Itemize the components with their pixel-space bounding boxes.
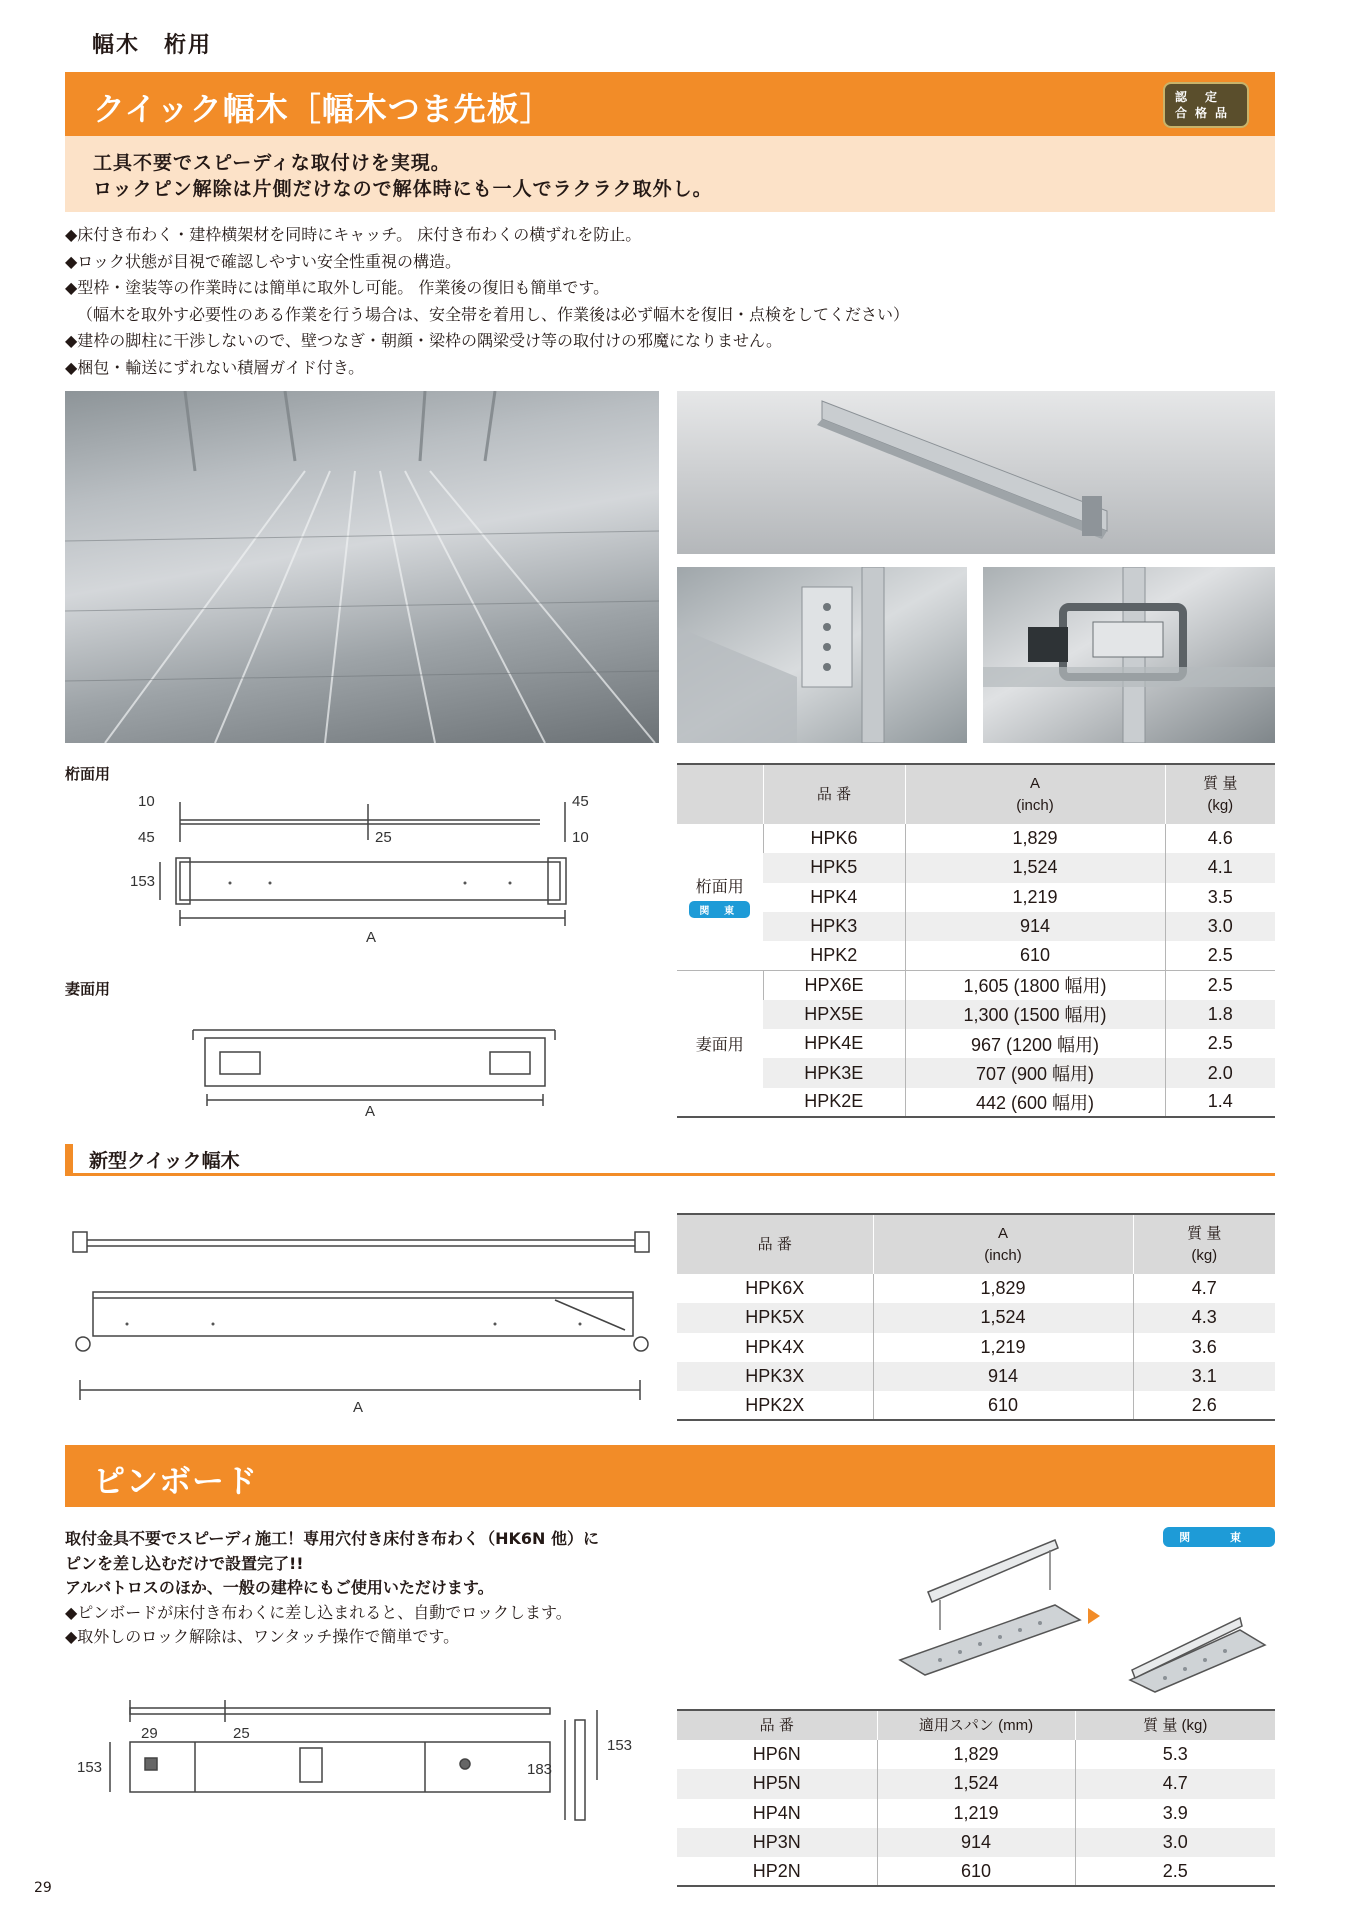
dim-label: 153 bbox=[130, 873, 156, 890]
weight: 3.0 bbox=[1075, 1828, 1275, 1857]
tsuma-diagram bbox=[185, 1010, 565, 1120]
cert-badge-line2: 合格品 bbox=[1175, 106, 1236, 120]
keta-tsuma-spec-table bbox=[677, 763, 1275, 1118]
dim-label: 10 bbox=[138, 793, 155, 810]
table-row bbox=[677, 1029, 1275, 1058]
th-code: 品 番 bbox=[763, 764, 905, 824]
product-code: HPK2X bbox=[745, 1394, 805, 1415]
category-title: 幅木 桁用 bbox=[92, 33, 213, 58]
subsection-header bbox=[65, 1144, 1275, 1176]
product-code: HP5N bbox=[677, 1769, 877, 1798]
dimension-a: 1,605 (1800 幅用) bbox=[905, 970, 1165, 999]
weight: 2.0 bbox=[1165, 1058, 1275, 1087]
weight: 2.5 bbox=[1075, 1857, 1275, 1886]
table-row bbox=[677, 1333, 1275, 1362]
region-badge: 関 東 bbox=[689, 901, 750, 918]
weight: 2.6 bbox=[1133, 1391, 1275, 1420]
product-code: HPX6E bbox=[763, 970, 905, 999]
feature-list bbox=[65, 222, 1275, 381]
pinboard-illustration bbox=[880, 1520, 1280, 1700]
table-row bbox=[677, 912, 1275, 941]
product-code: HP2N bbox=[752, 1860, 801, 1881]
pinboard-description bbox=[65, 1527, 599, 1650]
table-row bbox=[677, 941, 1275, 970]
table-row bbox=[677, 1274, 1275, 1303]
dimension-a: 1,829 bbox=[873, 1274, 1133, 1303]
toeboard-photo bbox=[677, 391, 1275, 554]
product-code: HPK5X bbox=[677, 1303, 873, 1332]
table-row bbox=[677, 1088, 1275, 1117]
weight: 2.5 bbox=[1165, 1029, 1275, 1058]
weight: 3.1 bbox=[1133, 1362, 1275, 1391]
table-body bbox=[677, 1740, 1275, 1886]
table-row bbox=[677, 1303, 1275, 1332]
section-title: ピンボード bbox=[93, 1462, 259, 1500]
table-row bbox=[677, 853, 1275, 882]
weight: 2.5 bbox=[1165, 970, 1275, 999]
applicable-span: 610 bbox=[877, 1857, 1075, 1886]
weight: 5.3 bbox=[1075, 1740, 1275, 1769]
lead-line: ピンを差し込むだけで設置完了!! bbox=[65, 1553, 304, 1573]
lead-line: アルバトロスのほか、一般の建枠にもご使用いただけます。 bbox=[65, 1578, 494, 1597]
mount-detail-photo bbox=[677, 567, 967, 743]
dim-label: A bbox=[365, 1103, 376, 1120]
feature-item: ◆ロック状態が目視で確認しやすい安全性重視の構造。 bbox=[65, 251, 461, 271]
product-code: HPK2 bbox=[810, 945, 858, 966]
keta-diagram bbox=[120, 790, 600, 950]
certified-badge bbox=[1163, 82, 1249, 128]
dim-label: 29 bbox=[141, 1725, 158, 1742]
keta-label: 桁面用 bbox=[65, 765, 111, 783]
table-row bbox=[677, 970, 1275, 999]
dimension-a: 1,300 (1500 幅用) bbox=[905, 1000, 1165, 1029]
feature-note: （幅木を取外す必要性のある作業を行う場合は、安全帯を着用し、作業後は必ず幅木を復旧・点検をしてください） bbox=[77, 304, 910, 324]
dim-label: 153 bbox=[77, 1759, 103, 1776]
product-code: HPK4 bbox=[810, 886, 858, 907]
weight: 1.8 bbox=[1165, 1000, 1275, 1029]
region-badge: 関 東 bbox=[1163, 1527, 1275, 1547]
table-row bbox=[677, 1828, 1275, 1857]
group-label bbox=[677, 824, 763, 970]
th-code: 品 番 bbox=[677, 1710, 877, 1740]
cert-badge-line1: 認定 bbox=[1175, 90, 1236, 104]
section-title: クイック幅木［幅木つま先板］ bbox=[93, 90, 553, 128]
dimension-a: 707 (900 幅用) bbox=[905, 1058, 1165, 1087]
applicable-span: 1,524 bbox=[877, 1769, 1075, 1798]
th-kg: 質 量 (kg) bbox=[1165, 764, 1275, 824]
table-row bbox=[677, 883, 1275, 912]
product-code: HPK4X bbox=[745, 1336, 805, 1357]
dim-label: 10 bbox=[572, 829, 589, 846]
weight: 2.5 bbox=[1165, 941, 1275, 970]
section-title-band bbox=[65, 1445, 1275, 1507]
dimension-a: 610 bbox=[905, 941, 1165, 970]
table-row bbox=[677, 1000, 1275, 1029]
scaffold-deck-photo bbox=[65, 391, 659, 743]
feature-item: ◆型枠・塗装等の作業時には簡単に取外し可能。 作業後の復旧も簡単です。 bbox=[65, 278, 610, 297]
table-row bbox=[677, 1058, 1275, 1087]
dim-label: A bbox=[366, 929, 377, 946]
product-code: HP4N bbox=[752, 1802, 801, 1823]
dimension-a: 914 bbox=[873, 1362, 1133, 1391]
weight: 4.7 bbox=[1133, 1274, 1275, 1303]
applicable-span: 914 bbox=[877, 1828, 1075, 1857]
product-code: HP3N bbox=[677, 1828, 877, 1857]
feature-item: ◆建枠の脚柱に干渉しないので、壁つなぎ・朝顔・梁枠の隅梁受け等の取付けの邪魔になりません。 bbox=[65, 331, 782, 350]
dimension-a: 1,219 bbox=[873, 1333, 1133, 1362]
table-row bbox=[677, 1391, 1275, 1420]
th-empty bbox=[677, 764, 763, 824]
tsuma-label: 妻面用 bbox=[65, 980, 111, 998]
subsection-title: 新型クイック幅木 bbox=[89, 1150, 240, 1172]
table-row bbox=[677, 1769, 1275, 1798]
lead-box bbox=[65, 136, 1275, 212]
table-body bbox=[677, 824, 1275, 1117]
lock-detail-photo bbox=[983, 567, 1275, 743]
dimension-a: 1,524 bbox=[873, 1303, 1133, 1332]
dimension-a: 1,219 bbox=[905, 883, 1165, 912]
dim-label: 45 bbox=[138, 829, 155, 846]
dim-label: 25 bbox=[375, 829, 392, 846]
table-row bbox=[677, 1740, 1275, 1769]
th-span: 適用スパン (mm) bbox=[877, 1710, 1075, 1740]
new-toeboard-diagram bbox=[65, 1220, 665, 1420]
th-a: A (inch) bbox=[905, 764, 1165, 824]
weight: 3.5 bbox=[1165, 883, 1275, 912]
lead-line: 取付金具不要でスピーディ施工！専用穴付き床付き布わく（HK6N 他）に bbox=[65, 1529, 599, 1548]
weight: 4.1 bbox=[1165, 853, 1275, 882]
table-row bbox=[677, 824, 1275, 853]
group-name: 妻面用 bbox=[695, 1036, 744, 1054]
lead-line: 工具不要でスピーディな取付けを実現。 bbox=[93, 152, 451, 174]
feature-item: ◆床付き布わく・建枠横架材を同時にキャッチ。 床付き布わくの横ずれを防止。 bbox=[65, 225, 642, 244]
new-toeboard-spec-table bbox=[677, 1213, 1275, 1421]
weight: 3.9 bbox=[1075, 1799, 1275, 1828]
product-code: HPK4E bbox=[804, 1033, 864, 1054]
table-body bbox=[677, 1274, 1275, 1420]
applicable-span: 1,219 bbox=[877, 1799, 1075, 1828]
weight: 3.0 bbox=[1165, 912, 1275, 941]
dim-label: 25 bbox=[233, 1725, 250, 1742]
lead-line: ロックピン解除は片側だけなので解体時にも一人でラクラク取外し。 bbox=[93, 178, 713, 200]
product-code: HPK3E bbox=[763, 1058, 905, 1087]
table-row bbox=[677, 1362, 1275, 1391]
weight: 1.4 bbox=[1165, 1088, 1275, 1117]
pinboard-diagram bbox=[65, 1700, 645, 1840]
dimension-a: 967 (1200 幅用) bbox=[905, 1029, 1165, 1058]
feature-item: ◆ピンボードが床付き布わくに差し込まれると、自動でロックします。 bbox=[65, 1602, 572, 1622]
weight: 4.6 bbox=[1165, 824, 1275, 853]
dimension-a: 610 bbox=[873, 1391, 1133, 1420]
applicable-span: 1,829 bbox=[877, 1740, 1075, 1769]
feature-item: ◆梱包・輸送にずれない積層ガイド付き。 bbox=[65, 357, 365, 377]
pinboard-spec-table bbox=[677, 1709, 1275, 1887]
dimension-a: 1,524 bbox=[905, 853, 1165, 882]
dimension-a: 1,829 bbox=[905, 824, 1165, 853]
th-a: A (inch) bbox=[873, 1214, 1133, 1274]
product-code: HPX5E bbox=[763, 1000, 905, 1029]
dimension-a: 442 (600 幅用) bbox=[905, 1088, 1165, 1117]
weight: 4.3 bbox=[1133, 1303, 1275, 1332]
dim-label: 153 bbox=[607, 1737, 633, 1754]
product-code: HPK5 bbox=[763, 853, 905, 882]
subsection-mark bbox=[65, 1144, 73, 1173]
product-code: HPK6X bbox=[745, 1278, 805, 1299]
product-code: HPK3 bbox=[763, 912, 905, 941]
group-name: 桁面用 bbox=[695, 879, 744, 897]
th-code: 品 番 bbox=[677, 1214, 873, 1274]
dim-label: A bbox=[353, 1399, 364, 1416]
weight: 4.7 bbox=[1075, 1769, 1275, 1798]
dimension-a: 914 bbox=[905, 912, 1165, 941]
weight: 3.6 bbox=[1133, 1333, 1275, 1362]
table-row bbox=[677, 1857, 1275, 1886]
th-kg: 質 量 (kg) bbox=[1133, 1214, 1275, 1274]
dim-label: 183 bbox=[527, 1761, 553, 1778]
group-label bbox=[677, 970, 763, 1116]
table-row bbox=[677, 1799, 1275, 1828]
feature-item: ◆取外しのロック解除は、ワンタッチ操作で簡単です。 bbox=[65, 1627, 460, 1646]
product-code: HPK2E bbox=[804, 1091, 864, 1112]
product-code: HPK3X bbox=[677, 1362, 873, 1391]
page-number: 29 bbox=[34, 1880, 52, 1896]
product-code: HPK6 bbox=[763, 824, 905, 853]
th-kg: 質 量 (kg) bbox=[1075, 1710, 1275, 1740]
section-title-band bbox=[65, 72, 1275, 136]
dim-label: 45 bbox=[572, 793, 589, 810]
product-code: HP6N bbox=[752, 1744, 801, 1765]
